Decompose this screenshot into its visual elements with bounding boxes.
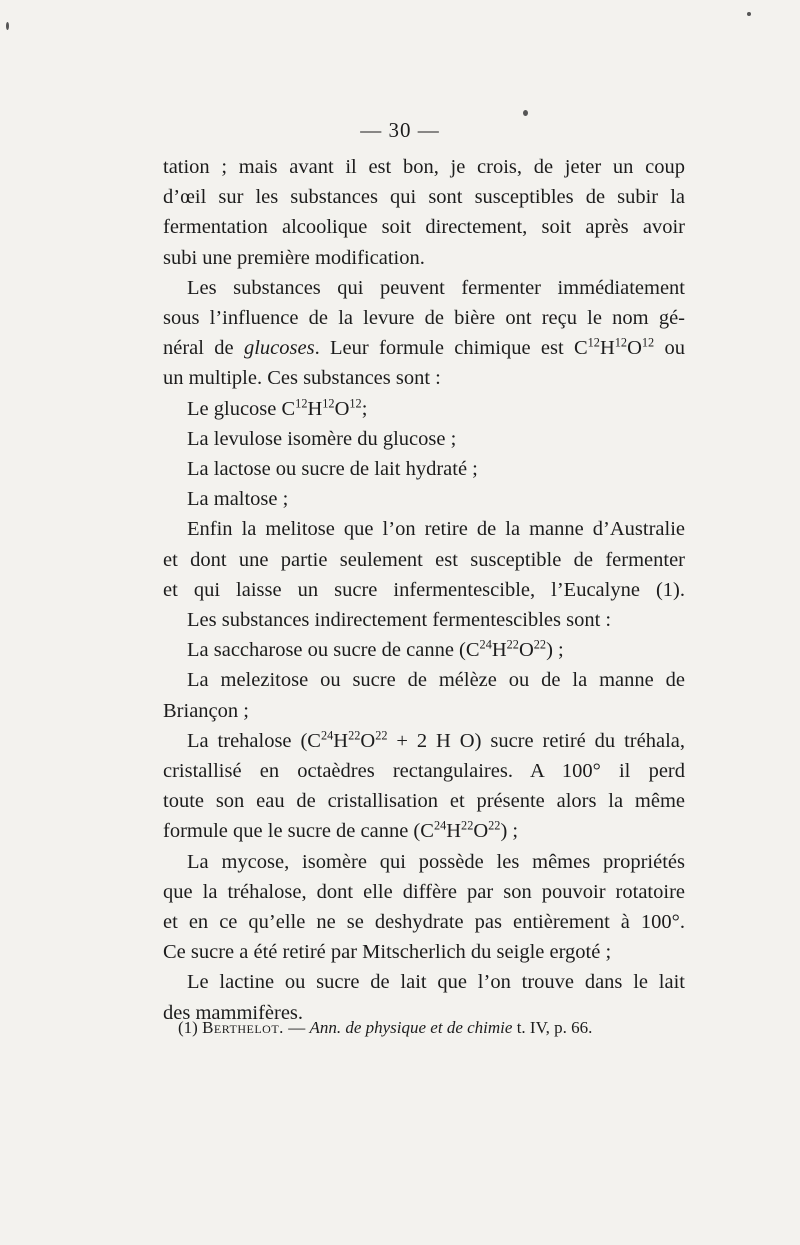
text-line: un multiple. Ces substances sont : [163,367,441,390]
list-item: La mycose, isomère qui possède les mêmes propriétés [187,850,685,873]
body-text [163,152,685,1028]
text-line: des mammifères. [163,1001,304,1024]
text-line: néral de glucoses. Leur formule chimique est $C^{12}H^{12}O^{12}$ ou [163,335,685,360]
list-item: Le glucose $C^{12}H^{12}O^{12}$; [187,396,368,420]
glucoses-term: glucoses [243,337,315,360]
text-line: cristallisé en octaèdres rectangulaires. A 100° il perd [163,760,685,783]
text-line: et dont une partie seulement est susceptible de fermenter [163,548,685,571]
list-item: La saccharose ou sucre de canne $(C^{24}H^{22}O^{22})$ ; [187,637,564,662]
text-line: que la tréhalose, dont elle diffère par son pouvoir rotatoire [163,880,685,903]
footnote: (1) Berthelot. — Ann. de physique et de chimie t. IV, p. 66. [178,1018,593,1037]
list-item: La maltose ; [187,488,289,511]
ink-speck [523,110,528,116]
text-line: fermentation alcoolique soit directement, soit après avoir [163,216,685,239]
ink-speck [747,12,751,16]
list-item: La melezitose ou sucre de mélèze ou de la manne de [187,669,685,692]
text-line: subi une première modification. [163,246,425,269]
list-item: La trehalose ($C^{24}H^{22}O^{22} + 2$ H O) sucre retiré du tréhala, [187,728,685,752]
ink-speck [6,22,9,30]
text-line: Ce sucre a été retiré par Mitscherlich du seigle ergoté ; [163,941,612,964]
text-line: tation ; mais avant il est bon, je crois, de jeter un coup [163,156,685,178]
list-item: La lactose ou sucre de lait hydraté ; [187,458,478,481]
text-line: Briançon ; [163,699,249,722]
list-item: Le lactine ou sucre de lait que l’on trouve dans le lait [187,971,685,994]
text-line: Les substances indirectement fermentescibles sont : [187,609,612,632]
text-line: et qui laisse un sucre infermentescible, l’Eucalyne (1). [163,578,685,601]
page-number: — 30 — [360,118,440,142]
text-line: et en ce qu’elle ne se deshydrate pas entièrement à 100°. [163,911,685,934]
list-item: La levulose isomère du glucose ; [187,427,457,450]
text-line: Les substances qui peuvent fermenter immédiatement [187,276,685,299]
text-line: Enfin la melitose que l’on retire de la manne d’Australie [187,518,685,541]
text-line: toute son eau de cristallisation et présente alors la même [163,790,685,813]
footnote-journal: Ann. de physique et de chimie [309,1018,513,1037]
text-line: d’œil sur les substances qui sont susceptibles de subir la [163,186,685,209]
text-line: sous l’influence de la levure de bière ont reçu le nom gé- [163,307,685,330]
footnote-author: Berthelot. [202,1018,284,1037]
text-line: formule que le sucre de canne $(C^{24}H^{22}O^{22})$ ; [163,819,519,843]
